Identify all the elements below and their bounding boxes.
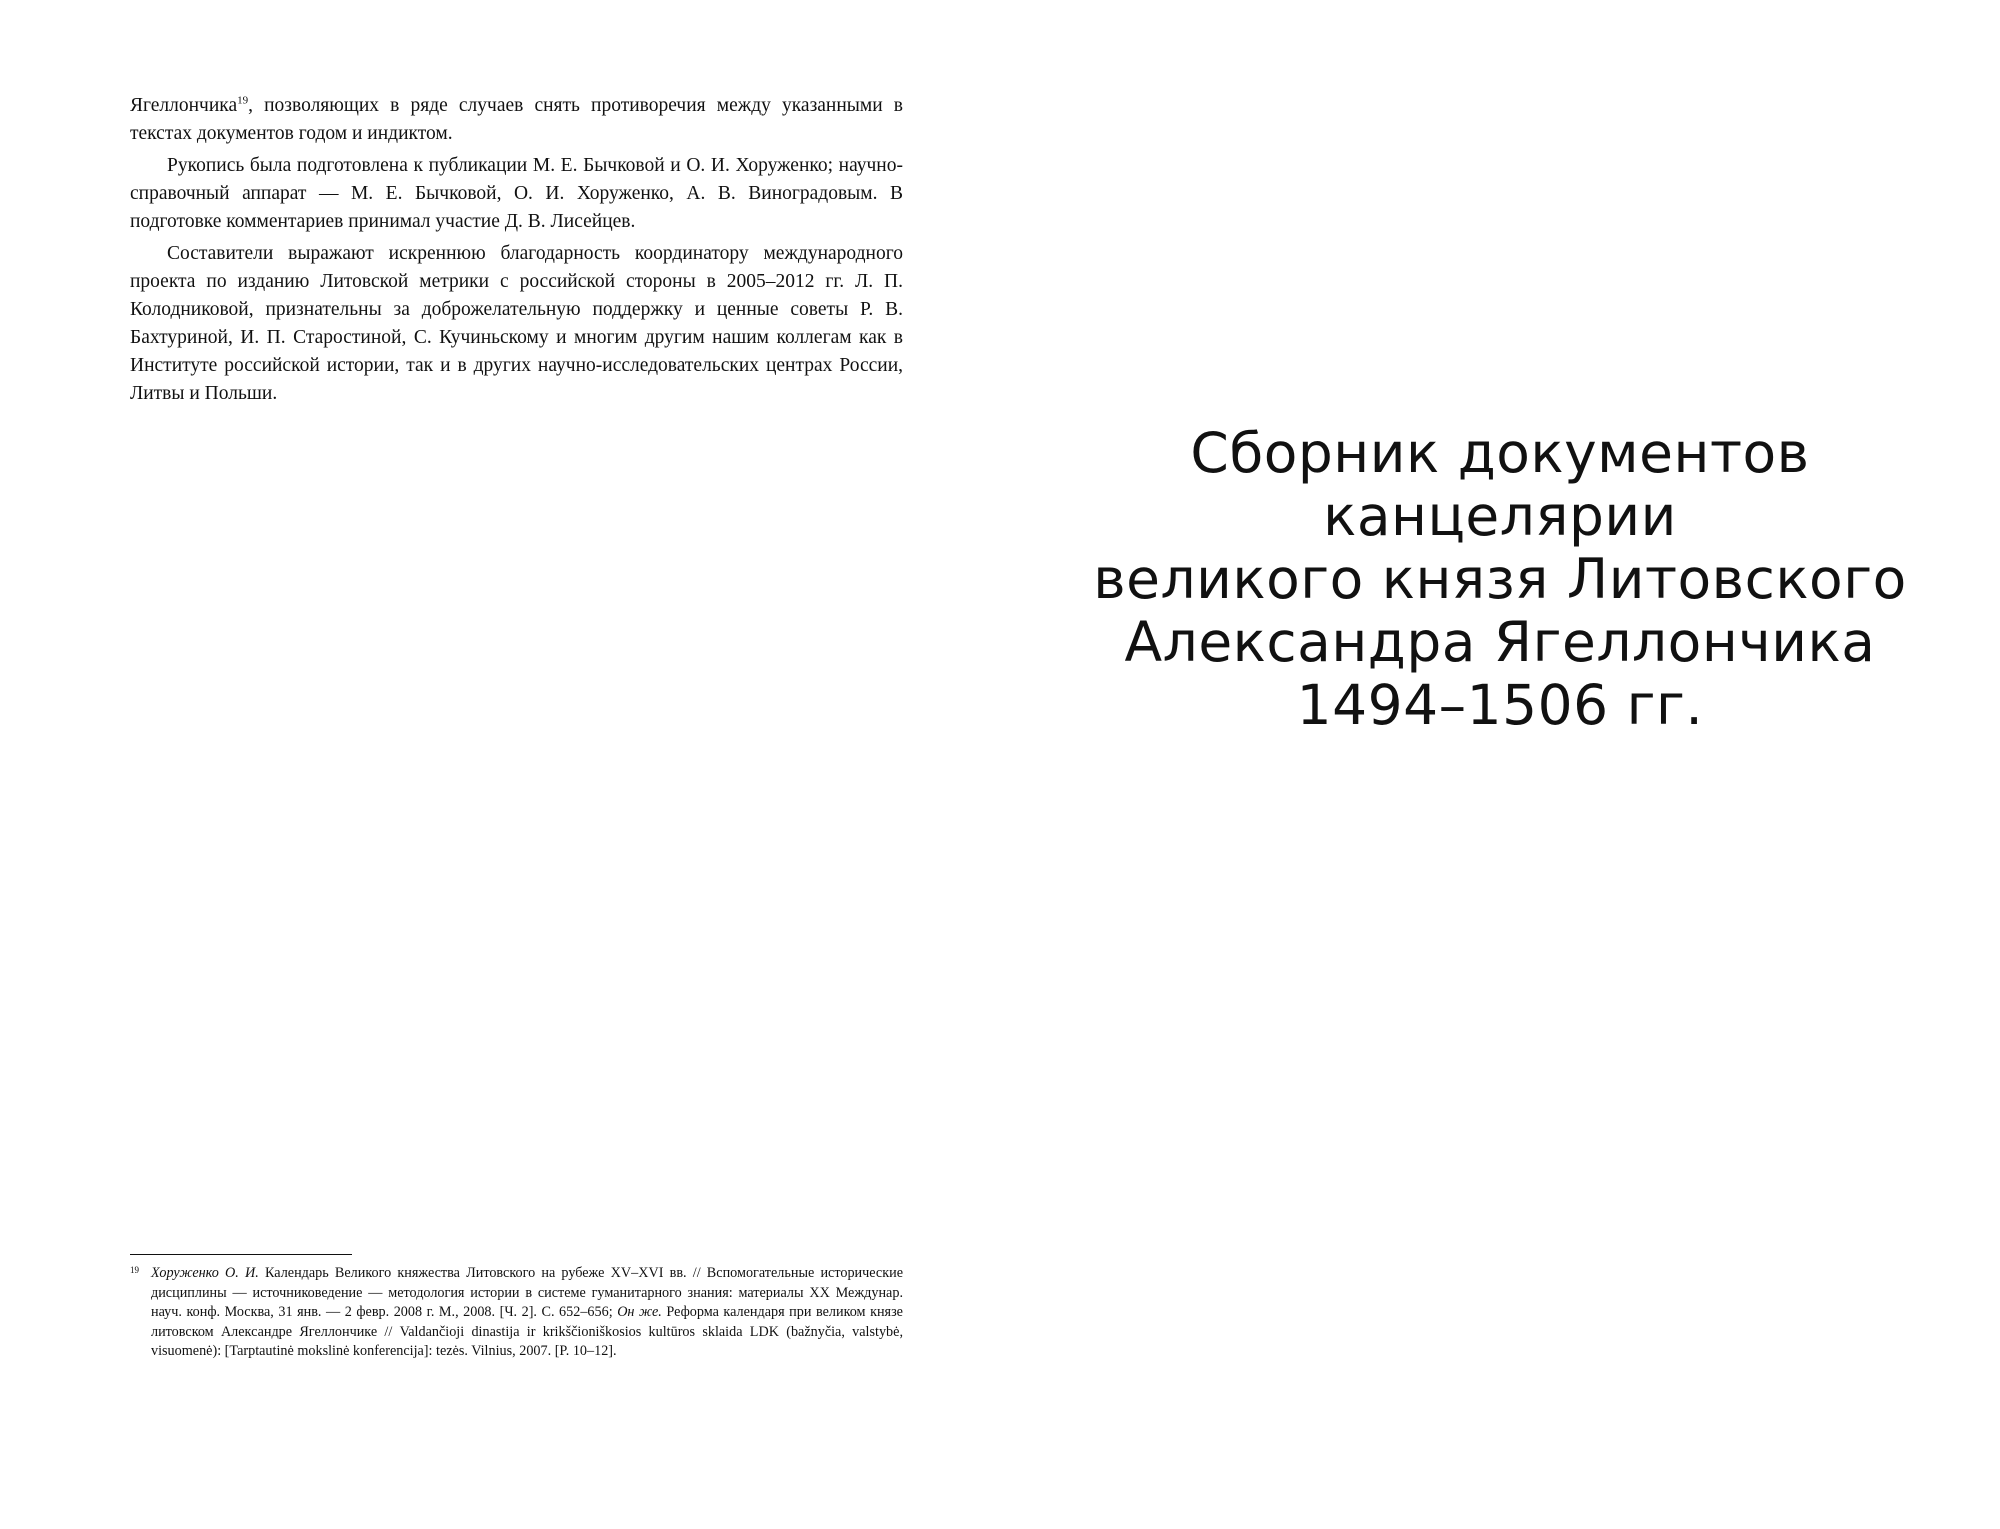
title-line-3: великого князя Литовского: [1093, 547, 1907, 611]
paragraph-3: Составители выражают искреннюю благодарность координатору международного проекта по изданию Литовской метрики с российской стороны в 2005–2012 гг. Л. П. Колодниковой, признательны за доброжелательную поддержку и ценные советы Р. В. Бахтуриной, И. П. Старостиной, С. Кучиньскому и многим другим нашим коллегам как в Институте российской истории, так и в других научно-исследовательских центрах России, Литвы и Польши.: [130, 243, 903, 404]
paragraph-1-rest: , позволяющих в ряде случаев снять противоречия между указанными в текстах документов годом и индиктом.: [130, 95, 903, 144]
right-page: [1000, 0, 2000, 1529]
paragraph-1-start: Ягеллончика: [130, 95, 238, 116]
title-line-1: Сборник документов: [1190, 421, 1810, 485]
book-title: [1000, 422, 2000, 737]
paragraph-2: Рукопись была подготовлена к публикации М. Е. Бычковой и О. И. Хоруженко; научно-справочный аппарат — М. Е. Бычковой, О. И. Хоруженко, А. В. Виноградовым. В подготовке комментариев принимал участие Д. В. Лисейцев.: [130, 155, 903, 232]
footnote: [130, 1264, 903, 1362]
footnote-reference: 19: [237, 94, 249, 107]
body-text: [130, 92, 903, 412]
footnote-text-2: Реформа календаря при великом князе литовском Александре Ягеллончике // Valdančioji dinastija ir krikščioniškosios kultūros sklaida LDK (bažnyčia, valstybė, visuomenė): [Tarptautinė mokslinė konferencija]: tezės. Vilnius, 2007. [P. 10–12].: [151, 1304, 903, 1359]
title-line-5: 1494–1506 гг.: [1296, 673, 1704, 737]
title-line-2: канцелярии: [1323, 484, 1677, 548]
footnote-text-1: Календарь Великого княжества Литовского на рубеже XV–XVI вв. // Вспомогательные исторические дисциплины — источниковедение — методология истории в системе гуманитарного знания: материалы XX Междунар. науч. конф. Москва, 31 янв. — 2 февр. 2008 г. М., 2008. [Ч. 2]. С. 652–656;: [151, 1265, 904, 1320]
paragraph-1: [130, 92, 903, 148]
footnote-number: 19: [130, 1265, 139, 1275]
title-line-4: Александра Ягеллончика: [1124, 610, 1876, 674]
footnote-author: Хоруженко О. И.: [151, 1265, 259, 1281]
footnote-body: [151, 1264, 903, 1362]
footnote-author-2: Он же.: [617, 1304, 662, 1320]
footnote-divider: [130, 1254, 352, 1255]
